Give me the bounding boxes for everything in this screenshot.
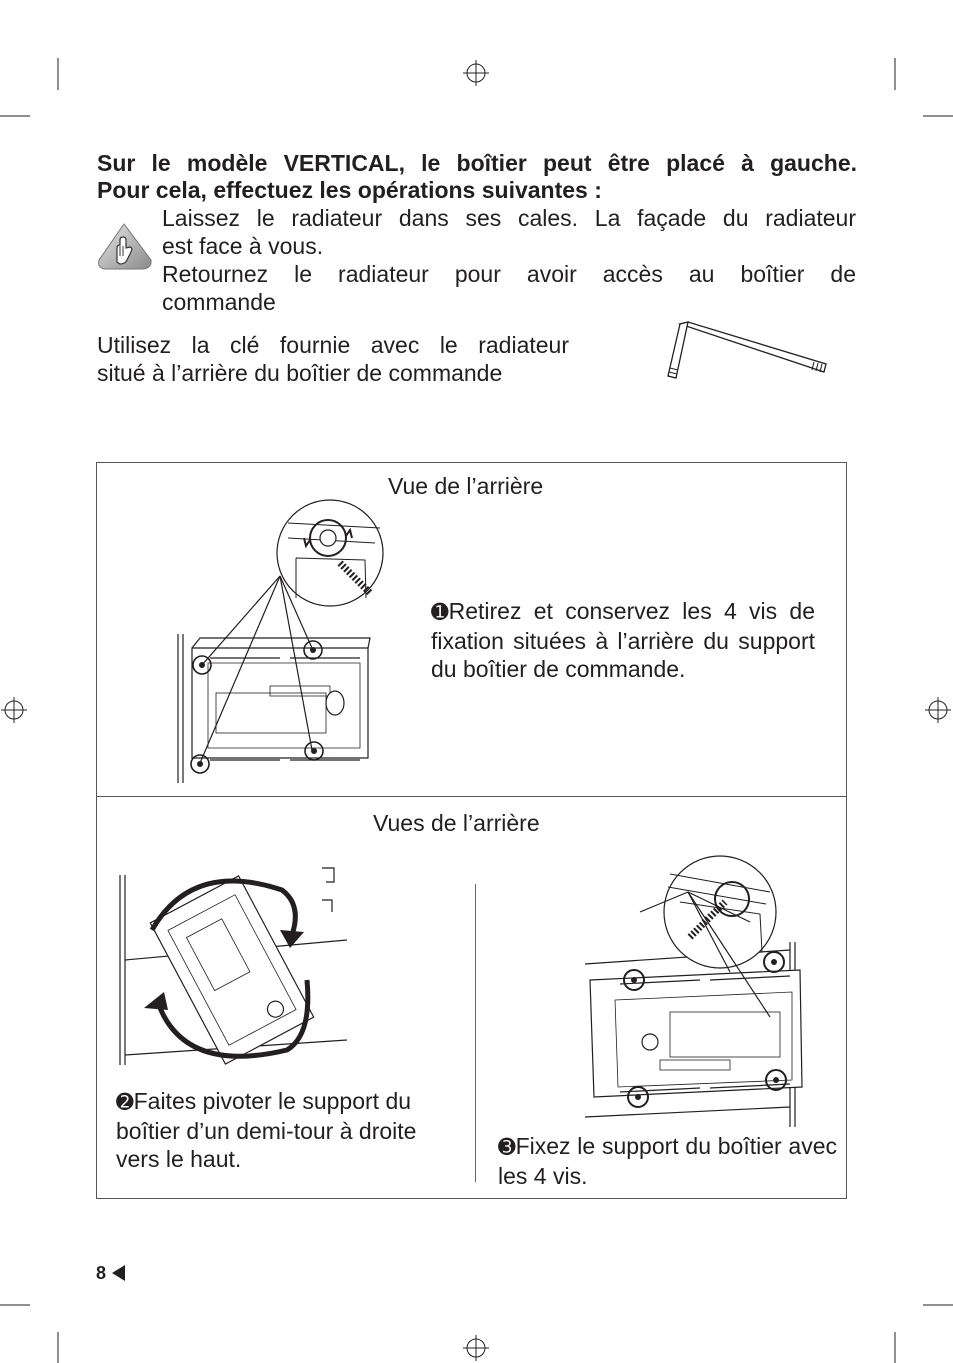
instruction-2-line-b: commande bbox=[162, 289, 276, 315]
allen-key-icon bbox=[658, 318, 838, 388]
step-1-label: Retirez et conservez les 4 vis de fixation situées à l’arrière du support du boîtier de commande. bbox=[431, 598, 815, 682]
registration-mark-icon bbox=[925, 697, 951, 723]
step-2-number: ➋ bbox=[116, 1091, 134, 1114]
title-line-2: Pour cela, effectuez les opérations suivantes : bbox=[97, 177, 602, 203]
registration-mark-icon bbox=[463, 60, 489, 86]
key-note bbox=[97, 331, 569, 387]
rear-views-heading: Vues de l’arrière bbox=[373, 810, 540, 836]
page-title bbox=[97, 150, 857, 204]
instruction-1-line-a: Laissez le radiateur dans ses cales. La façade du radiateur bbox=[162, 205, 856, 231]
step-1-number: ➊ bbox=[431, 601, 449, 624]
instruction-1-line-b: est face à vous. bbox=[162, 233, 324, 259]
rotation-arrow-icon bbox=[191, 641, 323, 773]
step-3-number: ➌ bbox=[498, 1136, 516, 1159]
key-note-line-2: situé à l’arrière du boîtier de commande bbox=[97, 360, 503, 386]
fixing-illustration bbox=[580, 852, 820, 1127]
step-2-text bbox=[116, 1087, 461, 1173]
rotation-illustration bbox=[112, 860, 352, 1072]
page-number-value: 8 bbox=[96, 1263, 107, 1283]
key-note-line-1: Utilisez la clé fournie avec le radiateur bbox=[97, 332, 569, 358]
step-3-label: Fixez le support du boîtier avec les 4 vis. bbox=[498, 1133, 837, 1189]
panel-column-divider bbox=[475, 884, 476, 1182]
attention-hand-icon bbox=[97, 222, 153, 272]
instructions bbox=[162, 204, 856, 316]
page-arrow-icon bbox=[112, 1265, 125, 1281]
step-2-label: Faites pivoter le support du boîtier d’un demi-tour à droite vers le haut. bbox=[116, 1088, 417, 1172]
registration-mark-icon bbox=[1, 697, 27, 723]
step-1-text bbox=[431, 597, 815, 683]
rear-view-illustration bbox=[170, 498, 400, 788]
page-number bbox=[96, 1263, 125, 1284]
registration-mark-icon bbox=[463, 1335, 489, 1361]
rear-view-heading: Vue de l’arrière bbox=[388, 473, 544, 499]
title-line-1: Sur le modèle VERTICAL, le boîtier peut être placé à gauche. bbox=[97, 150, 857, 176]
instruction-2-line-a: Retournez le radiateur pour avoir accès au boîtier de bbox=[162, 261, 856, 287]
panel-divider bbox=[96, 796, 847, 797]
step-3-text bbox=[498, 1132, 837, 1190]
